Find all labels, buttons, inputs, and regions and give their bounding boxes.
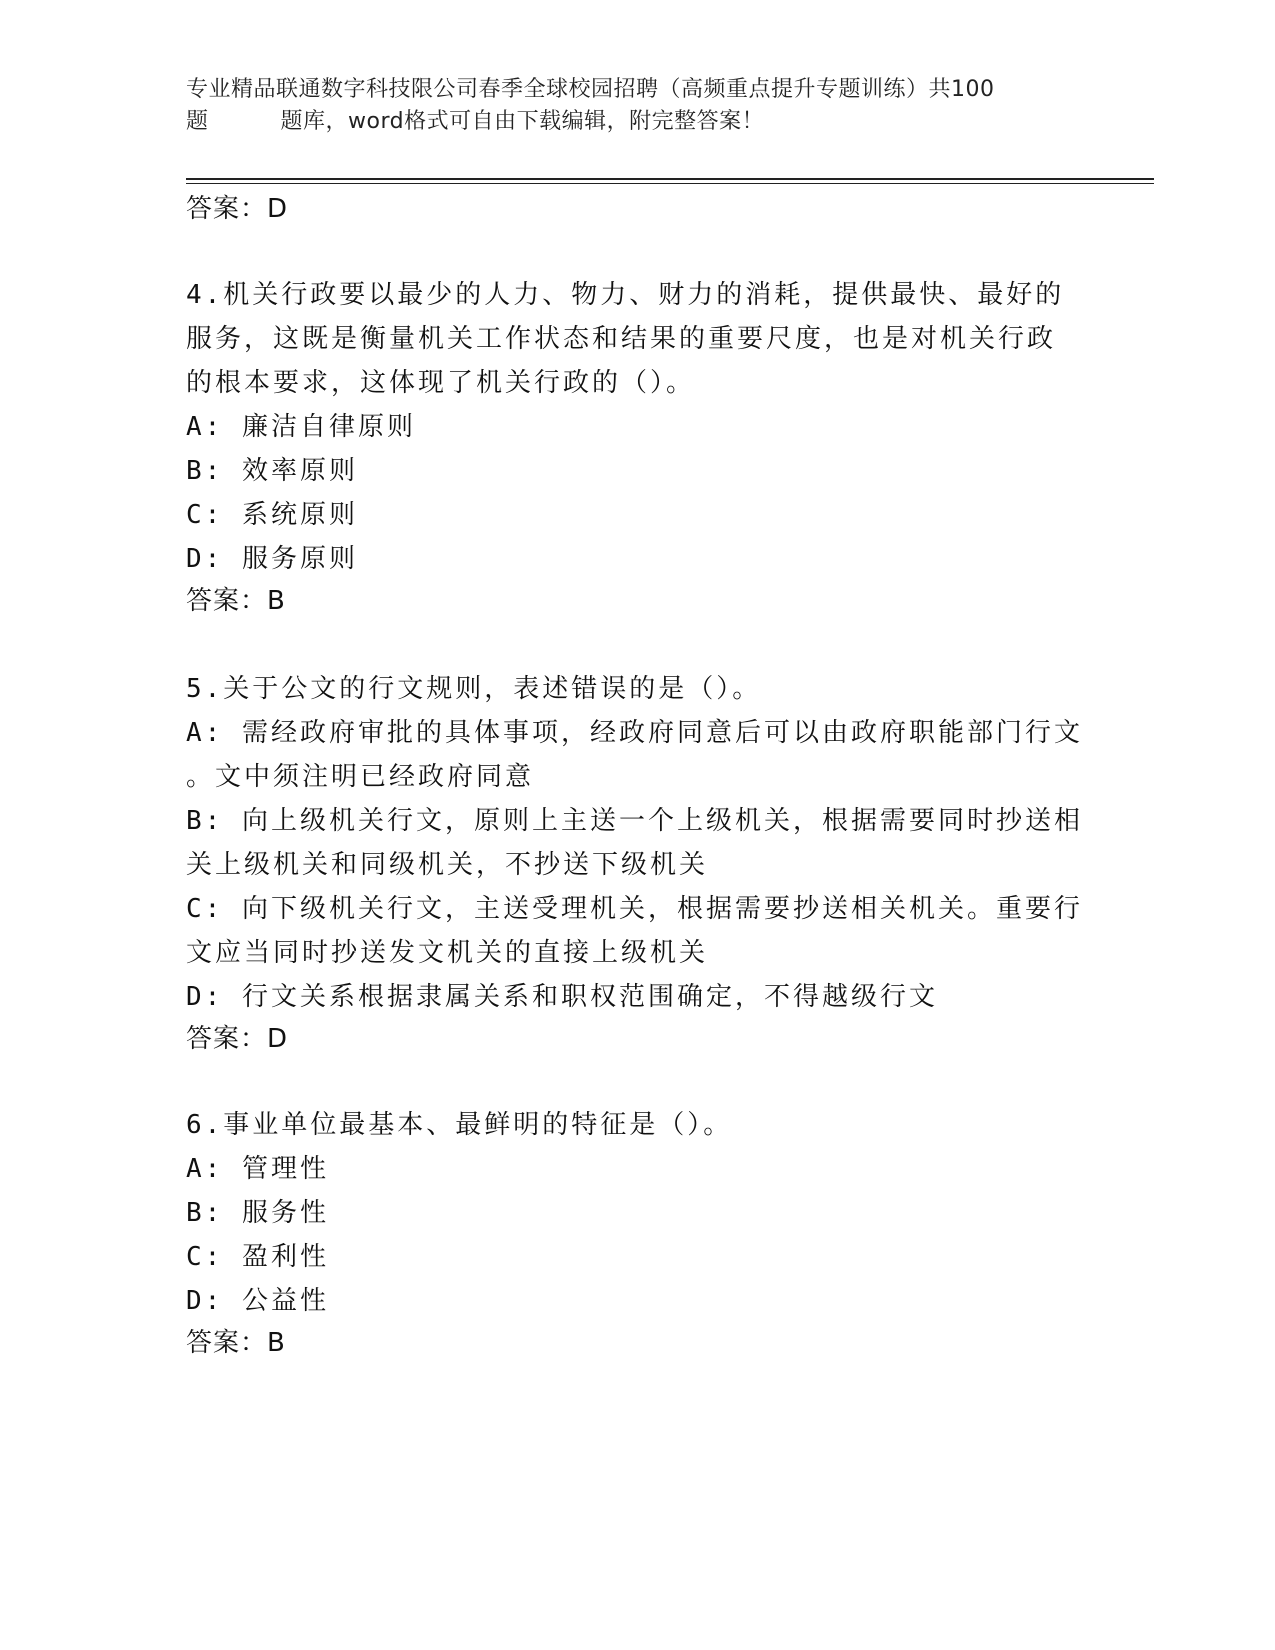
question-4-stem-line-3: 的根本要求，这体现了机关行政的（）。	[186, 368, 696, 398]
question-5-option-a-line-1: A: 需经政府审批的具体事项，经政府同意后可以由政府职能部门行文	[186, 718, 1083, 748]
question-4-answer: 答案：B	[186, 586, 286, 616]
question-4-option-c: C: 系统原则	[186, 500, 358, 530]
question-4-stem-line-1: 4.机关行政要以最少的人力、物力、财力的消耗，提供最快、最好的	[186, 280, 1065, 310]
question-5-option-c-line-2: 文应当同时抄送发文机关的直接上级机关	[186, 938, 709, 968]
header-divider-thick	[186, 178, 1154, 180]
question-4-option-a: A: 廉洁自律原则	[186, 412, 416, 442]
header-divider-thin	[186, 183, 1154, 184]
question-4-option-d: D: 服务原则	[186, 544, 358, 574]
page-header	[186, 74, 1086, 138]
question-5-option-c-line-1: C: 向下级机关行文，主送受理机关，根据需要抄送相关机关。重要行	[186, 894, 1083, 924]
question-4-option-b: B: 效率原则	[186, 456, 358, 486]
question-5-stem-line-1: 5.关于公文的行文规则，表述错误的是（）。	[186, 674, 762, 704]
header-title-line1: 专业精品联通数字科技限公司春季全球校园招聘（高频重点提升专题训练）共100	[186, 77, 995, 102]
question-6-answer: 答案：B	[186, 1328, 286, 1358]
question-6-option-d: D: 公益性	[186, 1286, 329, 1316]
answer-prev: 答案：D	[186, 194, 289, 224]
header-title-line2	[186, 106, 1086, 138]
question-5-option-b-line-2: 关上级机关和同级机关，不抄送下级机关	[186, 850, 709, 880]
question-5-option-a-line-2: 。文中须注明已经政府同意	[186, 762, 535, 792]
question-4-stem-line-2: 服务，这既是衡量机关工作状态和结果的重要尺度，也是对机关行政	[186, 324, 1057, 354]
header-line2-right: 题库，word格式可自由下载编辑，附完整答案！	[280, 109, 765, 134]
question-5-option-d: D: 行文关系根据隶属关系和职权范围确定，不得越级行文	[186, 982, 938, 1012]
question-6-option-b: B: 服务性	[186, 1198, 329, 1228]
question-5-answer: 答案：D	[186, 1024, 289, 1054]
question-6-option-c: C: 盈利性	[186, 1242, 329, 1272]
header-line2-left: 题	[186, 109, 209, 134]
question-6-stem-line-1: 6.事业单位最基本、最鲜明的特征是（）。	[186, 1110, 733, 1140]
question-5-option-b-line-1: B: 向上级机关行文，原则上主送一个上级机关，根据需要同时抄送相	[186, 806, 1083, 836]
question-6-option-a: A: 管理性	[186, 1154, 329, 1184]
